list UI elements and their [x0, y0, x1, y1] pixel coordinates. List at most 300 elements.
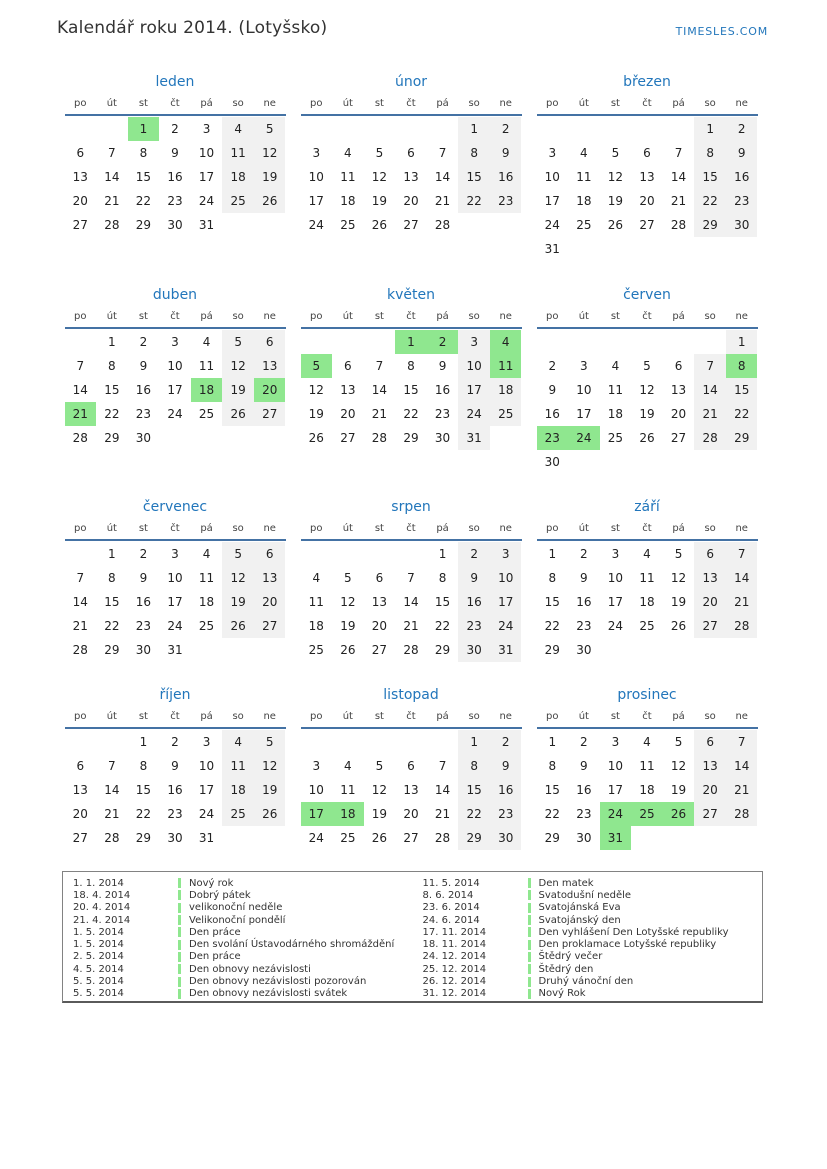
month-title: srpen	[391, 499, 431, 515]
week-row	[301, 778, 522, 802]
day-cell: 15	[434, 595, 451, 609]
weekday-label: út	[106, 523, 117, 534]
holiday-name: Den vyhlášení Den Lotyšské republiky	[538, 926, 729, 938]
day-cell: 23	[434, 407, 451, 421]
weekday-label: čt	[170, 711, 180, 722]
weekend-day-cell: 23	[490, 802, 522, 826]
holiday-name: Dobrý pátek	[189, 889, 251, 901]
holiday-marker-icon	[178, 927, 181, 937]
weekend-day-cell: 16	[490, 165, 522, 189]
day-cell: 12	[371, 170, 388, 184]
day-cell: 23	[167, 194, 183, 208]
weekend-day-cell: 22	[458, 802, 490, 826]
weekend-day-cell: 18	[222, 778, 254, 802]
day-cell: 21	[104, 807, 120, 821]
day-cell: 7	[108, 146, 116, 160]
day-cell: 16	[167, 783, 183, 797]
empty-day-cell	[631, 450, 663, 474]
weekend-day-cell: 12	[222, 354, 254, 378]
weekend-day-cell: 9	[458, 566, 490, 590]
weekday-label: út	[342, 311, 353, 322]
day-cell: 8	[438, 571, 447, 585]
legend-row	[413, 938, 763, 950]
empty-day-cell	[364, 730, 396, 754]
weekend-day-cell: 11	[222, 141, 254, 165]
holiday-marker-icon	[178, 903, 181, 913]
day-cell: 18	[576, 194, 592, 208]
empty-day-cell	[254, 426, 286, 450]
month-5	[301, 285, 522, 497]
legend-row	[413, 889, 763, 901]
day-cell: 12	[371, 783, 388, 797]
weekend-day-cell: 15	[726, 378, 758, 402]
weekend-day-cell: 18	[490, 378, 522, 402]
weekday-label: so	[232, 98, 244, 109]
day-cell: 26	[371, 831, 388, 845]
weekend-day-cell: 27	[694, 802, 726, 826]
day-cell: 19	[607, 194, 624, 208]
weekend-day-cell: 13	[694, 754, 726, 778]
weekend-day-cell: 29	[726, 426, 758, 450]
day-cell: 23	[135, 407, 152, 421]
weekday-header-row	[537, 707, 758, 729]
holiday-marker-icon	[178, 952, 181, 962]
day-cell: 30	[576, 643, 592, 657]
holiday-date: 1. 1. 2014	[73, 877, 124, 889]
weekend-day-cell: 30	[458, 638, 490, 662]
weekend-day-cell: 6	[254, 542, 286, 566]
weekend-day-cell: 16	[458, 590, 490, 614]
weekend-day-cell: 5	[222, 542, 254, 566]
day-cell: 13	[340, 383, 356, 397]
day-cell: 2	[139, 547, 148, 561]
day-cell: 22	[544, 807, 560, 821]
day-cell: 16	[576, 783, 592, 797]
legend-row	[413, 926, 763, 938]
weekend-day-cell: 14	[726, 566, 758, 590]
weekday-label: po	[310, 711, 323, 722]
day-cell: 2	[580, 735, 588, 749]
day-cell: 12	[670, 571, 687, 585]
day-cell: 3	[611, 547, 620, 561]
holiday-name: Nový rok	[189, 877, 234, 889]
day-cell: 29	[403, 431, 419, 445]
month-title: prosinec	[617, 687, 677, 703]
day-cell: 6	[76, 759, 85, 773]
week-row	[65, 165, 286, 189]
weekend-day-cell: 22	[458, 189, 490, 213]
holiday-day-cell: 11	[490, 354, 522, 378]
day-cell: 2	[548, 359, 557, 373]
week-row	[301, 117, 522, 141]
day-cell: 12	[670, 759, 687, 773]
empty-day-cell	[726, 450, 758, 474]
holiday-day-cell: 26	[663, 802, 695, 826]
day-cell: 22	[104, 619, 120, 633]
legend-row	[63, 914, 413, 926]
weekend-day-cell: 10	[458, 354, 490, 378]
day-cell: 28	[371, 431, 388, 445]
weekday-label: út	[106, 98, 117, 109]
weekend-day-cell: 27	[254, 402, 286, 426]
weekend-day-cell: 26	[254, 802, 286, 826]
day-cell: 26	[340, 643, 356, 657]
weekday-label: út	[106, 311, 117, 322]
empty-day-cell	[631, 117, 663, 141]
day-cell: 27	[639, 218, 655, 232]
weekday-label: pá	[672, 711, 685, 722]
weekend-day-cell: 3	[490, 542, 522, 566]
weekend-day-cell: 27	[254, 614, 286, 638]
day-cell: 30	[135, 643, 152, 657]
weekday-label: st	[610, 523, 620, 534]
holiday-marker-icon	[528, 940, 531, 950]
holiday-day-cell: 23	[537, 426, 569, 450]
day-cell: 27	[72, 831, 88, 845]
empty-day-cell	[568, 237, 600, 261]
week-row	[537, 638, 758, 662]
day-cell: 24	[198, 807, 215, 821]
weekend-day-cell: 6	[694, 730, 726, 754]
day-cell: 20	[371, 619, 388, 633]
weekend-day-cell: 28	[726, 614, 758, 638]
weekday-label: ne	[735, 711, 748, 722]
day-cell: 18	[340, 194, 356, 208]
day-cell: 27	[340, 431, 356, 445]
empty-day-cell	[254, 638, 286, 662]
day-cell: 7	[375, 359, 384, 373]
weekday-label: so	[468, 711, 480, 722]
week-row	[537, 141, 758, 165]
day-cell: 3	[171, 335, 179, 349]
week-row	[301, 426, 522, 450]
day-cell: 19	[670, 783, 687, 797]
weekend-day-cell: 13	[254, 566, 286, 590]
week-row	[537, 590, 758, 614]
weekend-day-cell: 29	[694, 213, 726, 237]
weekend-day-cell: 1	[726, 330, 758, 354]
empty-day-cell	[254, 213, 286, 237]
day-cell: 13	[639, 170, 655, 184]
day-cell: 11	[198, 359, 215, 373]
day-cell: 15	[135, 783, 152, 797]
empty-day-cell	[332, 542, 364, 566]
legend-row	[63, 889, 413, 901]
day-cell: 17	[198, 170, 215, 184]
empty-day-cell	[631, 638, 663, 662]
day-cell: 16	[544, 407, 560, 421]
weekday-label: út	[342, 711, 353, 722]
weekday-label: st	[610, 98, 620, 109]
day-cell: 14	[104, 783, 120, 797]
weekday-label: út	[578, 98, 589, 109]
weekday-label: po	[546, 98, 559, 109]
day-cell: 22	[403, 407, 419, 421]
day-cell: 3	[312, 146, 321, 160]
weekend-day-cell: 23	[458, 614, 490, 638]
empty-day-cell	[364, 330, 396, 354]
weekday-label: čt	[406, 711, 416, 722]
day-cell: 10	[167, 571, 183, 585]
weekday-label: ne	[735, 523, 748, 534]
week-row	[537, 802, 758, 826]
day-cell: 24	[544, 218, 560, 232]
weekday-label: pá	[436, 311, 449, 322]
week-row	[537, 330, 758, 354]
week-row	[537, 754, 758, 778]
day-cell: 8	[548, 759, 557, 773]
day-cell: 29	[135, 831, 152, 845]
day-cell: 14	[72, 383, 88, 397]
empty-day-cell	[222, 213, 254, 237]
weekend-day-cell: 25	[222, 189, 254, 213]
weekend-day-cell: 19	[254, 778, 286, 802]
week-row	[301, 730, 522, 754]
day-cell: 30	[167, 218, 183, 232]
day-cell: 17	[576, 407, 592, 421]
weekend-day-cell: 9	[490, 141, 522, 165]
holiday-name: Den obnovy nezávislosti svátek	[189, 988, 348, 1000]
day-cell: 13	[403, 783, 419, 797]
day-cell: 23	[576, 807, 592, 821]
empty-day-cell	[568, 330, 600, 354]
empty-day-cell	[332, 730, 364, 754]
weekday-label: st	[610, 711, 620, 722]
day-cell: 19	[308, 407, 324, 421]
day-cell: 9	[548, 383, 557, 397]
month-2	[301, 72, 522, 285]
week-row	[537, 450, 758, 474]
day-cell: 14	[434, 783, 451, 797]
weekend-day-cell: 15	[458, 165, 490, 189]
holiday-marker-icon	[528, 890, 531, 900]
weekend-day-cell: 2	[726, 117, 758, 141]
empty-day-cell	[301, 330, 333, 354]
weekday-label: ne	[499, 311, 512, 322]
page-title: Kalendář roku 2014. (Lotyšsko)	[57, 18, 328, 38]
weekday-label: čt	[406, 523, 416, 534]
holiday-day-cell: 24	[568, 426, 600, 450]
holiday-day-cell: 24	[600, 802, 632, 826]
day-cell: 20	[340, 407, 356, 421]
empty-day-cell	[600, 330, 632, 354]
weekend-day-cell: 12	[254, 754, 286, 778]
day-cell: 10	[308, 783, 324, 797]
week-row	[301, 614, 522, 638]
day-cell: 6	[76, 146, 85, 160]
empty-day-cell	[568, 117, 600, 141]
week-row	[65, 590, 286, 614]
month-3	[537, 72, 758, 285]
day-cell: 2	[580, 547, 588, 561]
empty-day-cell	[364, 542, 396, 566]
day-cell: 16	[135, 383, 152, 397]
week-row	[301, 378, 522, 402]
day-cell: 17	[544, 194, 560, 208]
day-cell: 15	[544, 783, 560, 797]
weekend-day-cell: 25	[222, 802, 254, 826]
empty-day-cell	[96, 117, 128, 141]
day-cell: 7	[108, 759, 116, 773]
day-cell: 3	[580, 359, 588, 373]
month-title: listopad	[383, 687, 439, 703]
week-row	[301, 330, 522, 354]
empty-day-cell	[663, 237, 695, 261]
day-cell: 9	[438, 359, 447, 373]
day-cell: 26	[371, 218, 388, 232]
empty-day-cell	[332, 330, 364, 354]
day-cell: 2	[139, 335, 148, 349]
weekday-label: pá	[672, 311, 685, 322]
day-cell: 30	[576, 831, 592, 845]
holiday-date: 2. 5. 2014	[73, 951, 124, 963]
holiday-day-cell: 31	[600, 826, 632, 850]
day-cell: 4	[202, 547, 211, 561]
weekday-label: út	[342, 523, 353, 534]
day-cell: 21	[670, 194, 687, 208]
day-cell: 3	[611, 735, 620, 749]
weekday-label: čt	[642, 311, 652, 322]
month-7	[65, 497, 286, 685]
weekend-day-cell: 20	[694, 590, 726, 614]
day-cell: 30	[544, 455, 560, 469]
empty-day-cell	[159, 426, 191, 450]
week-row	[65, 330, 286, 354]
day-cell: 27	[72, 218, 88, 232]
day-cell: 5	[375, 146, 384, 160]
day-cell: 3	[202, 122, 211, 136]
day-cell: 1	[108, 335, 116, 349]
day-cell: 11	[308, 595, 324, 609]
empty-day-cell	[65, 117, 97, 141]
empty-day-cell	[458, 213, 490, 237]
day-cell: 21	[104, 194, 120, 208]
day-cell: 28	[434, 218, 451, 232]
weekday-label: pá	[200, 711, 213, 722]
holiday-date: 25. 12. 2014	[422, 963, 487, 975]
day-cell: 10	[198, 146, 215, 160]
day-cell: 12	[607, 170, 624, 184]
weekend-day-cell: 9	[490, 754, 522, 778]
day-cell: 25	[340, 831, 356, 845]
legend-row	[413, 951, 763, 963]
day-cell: 6	[643, 146, 651, 160]
empty-day-cell	[65, 330, 97, 354]
week-row	[65, 802, 286, 826]
legend-row	[413, 988, 763, 1000]
day-cell: 24	[167, 619, 183, 633]
holiday-date: 17. 11. 2014	[422, 926, 487, 938]
week-row	[65, 402, 286, 426]
holiday-day-cell: 25	[631, 802, 663, 826]
weekday-label: ne	[499, 711, 512, 722]
weekend-day-cell: 9	[726, 141, 758, 165]
holiday-name: Den matek	[538, 877, 594, 889]
day-cell: 17	[308, 194, 324, 208]
day-cell: 7	[76, 571, 85, 585]
holiday-day-cell: 8	[726, 354, 758, 378]
week-row	[65, 354, 286, 378]
day-cell: 29	[104, 643, 120, 657]
weekday-label: st	[374, 98, 384, 109]
weekday-label: ne	[263, 523, 276, 534]
weekend-day-cell: 1	[694, 117, 726, 141]
empty-day-cell	[568, 450, 600, 474]
day-cell: 1	[548, 547, 557, 561]
day-cell: 12	[639, 383, 655, 397]
day-cell: 4	[344, 146, 352, 160]
day-cell: 30	[135, 431, 152, 445]
day-cell: 4	[643, 547, 651, 561]
weekend-day-cell: 2	[458, 542, 490, 566]
empty-day-cell	[222, 826, 254, 850]
holiday-marker-icon	[528, 903, 531, 913]
week-row	[537, 213, 758, 237]
week-row	[65, 117, 286, 141]
legend-row	[63, 938, 413, 950]
day-cell: 8	[108, 571, 116, 585]
day-cell: 9	[139, 359, 148, 373]
weekday-label: ne	[263, 711, 276, 722]
empty-day-cell	[663, 450, 695, 474]
weekend-day-cell: 5	[254, 117, 286, 141]
legend-column-right	[413, 877, 763, 1001]
weekday-label: so	[468, 98, 480, 109]
weekday-label: čt	[170, 98, 180, 109]
week-row	[65, 141, 286, 165]
holiday-name: Štědrý den	[538, 963, 594, 975]
weekend-day-cell: 29	[458, 826, 490, 850]
day-cell: 4	[580, 146, 588, 160]
site-link[interactable]: TIMESLES.COM	[675, 25, 768, 38]
weekday-label: po	[74, 711, 87, 722]
day-cell: 7	[438, 146, 447, 160]
empty-day-cell	[490, 426, 522, 450]
holiday-date: 8. 6. 2014	[422, 889, 474, 901]
day-cell: 21	[434, 194, 451, 208]
holiday-day-cell: 5	[301, 354, 333, 378]
holiday-day-cell: 18	[332, 802, 364, 826]
legend-row	[413, 975, 763, 987]
empty-day-cell	[65, 542, 97, 566]
weekday-label: pá	[672, 523, 685, 534]
day-cell: 13	[371, 595, 388, 609]
day-cell: 3	[171, 547, 179, 561]
day-cell: 5	[344, 571, 352, 585]
holiday-marker-icon	[528, 915, 531, 925]
day-cell: 27	[371, 643, 388, 657]
day-cell: 28	[403, 643, 419, 657]
week-row	[65, 614, 286, 638]
weekend-day-cell: 19	[222, 590, 254, 614]
weekday-label: st	[138, 98, 148, 109]
week-row	[65, 778, 286, 802]
weekend-day-cell: 28	[694, 426, 726, 450]
day-cell: 21	[434, 807, 451, 821]
empty-day-cell	[694, 330, 726, 354]
holiday-name: Svatojánský den	[538, 914, 621, 926]
day-cell: 10	[544, 170, 560, 184]
weekend-day-cell: 17	[458, 378, 490, 402]
holiday-date: 18. 4. 2014	[73, 889, 131, 901]
day-cell: 1	[139, 735, 148, 749]
holiday-day-cell: 20	[254, 378, 286, 402]
weekday-label: po	[310, 523, 323, 534]
legend-row	[63, 902, 413, 914]
day-cell: 19	[371, 807, 388, 821]
day-cell: 29	[544, 643, 560, 657]
day-cell: 28	[104, 831, 120, 845]
